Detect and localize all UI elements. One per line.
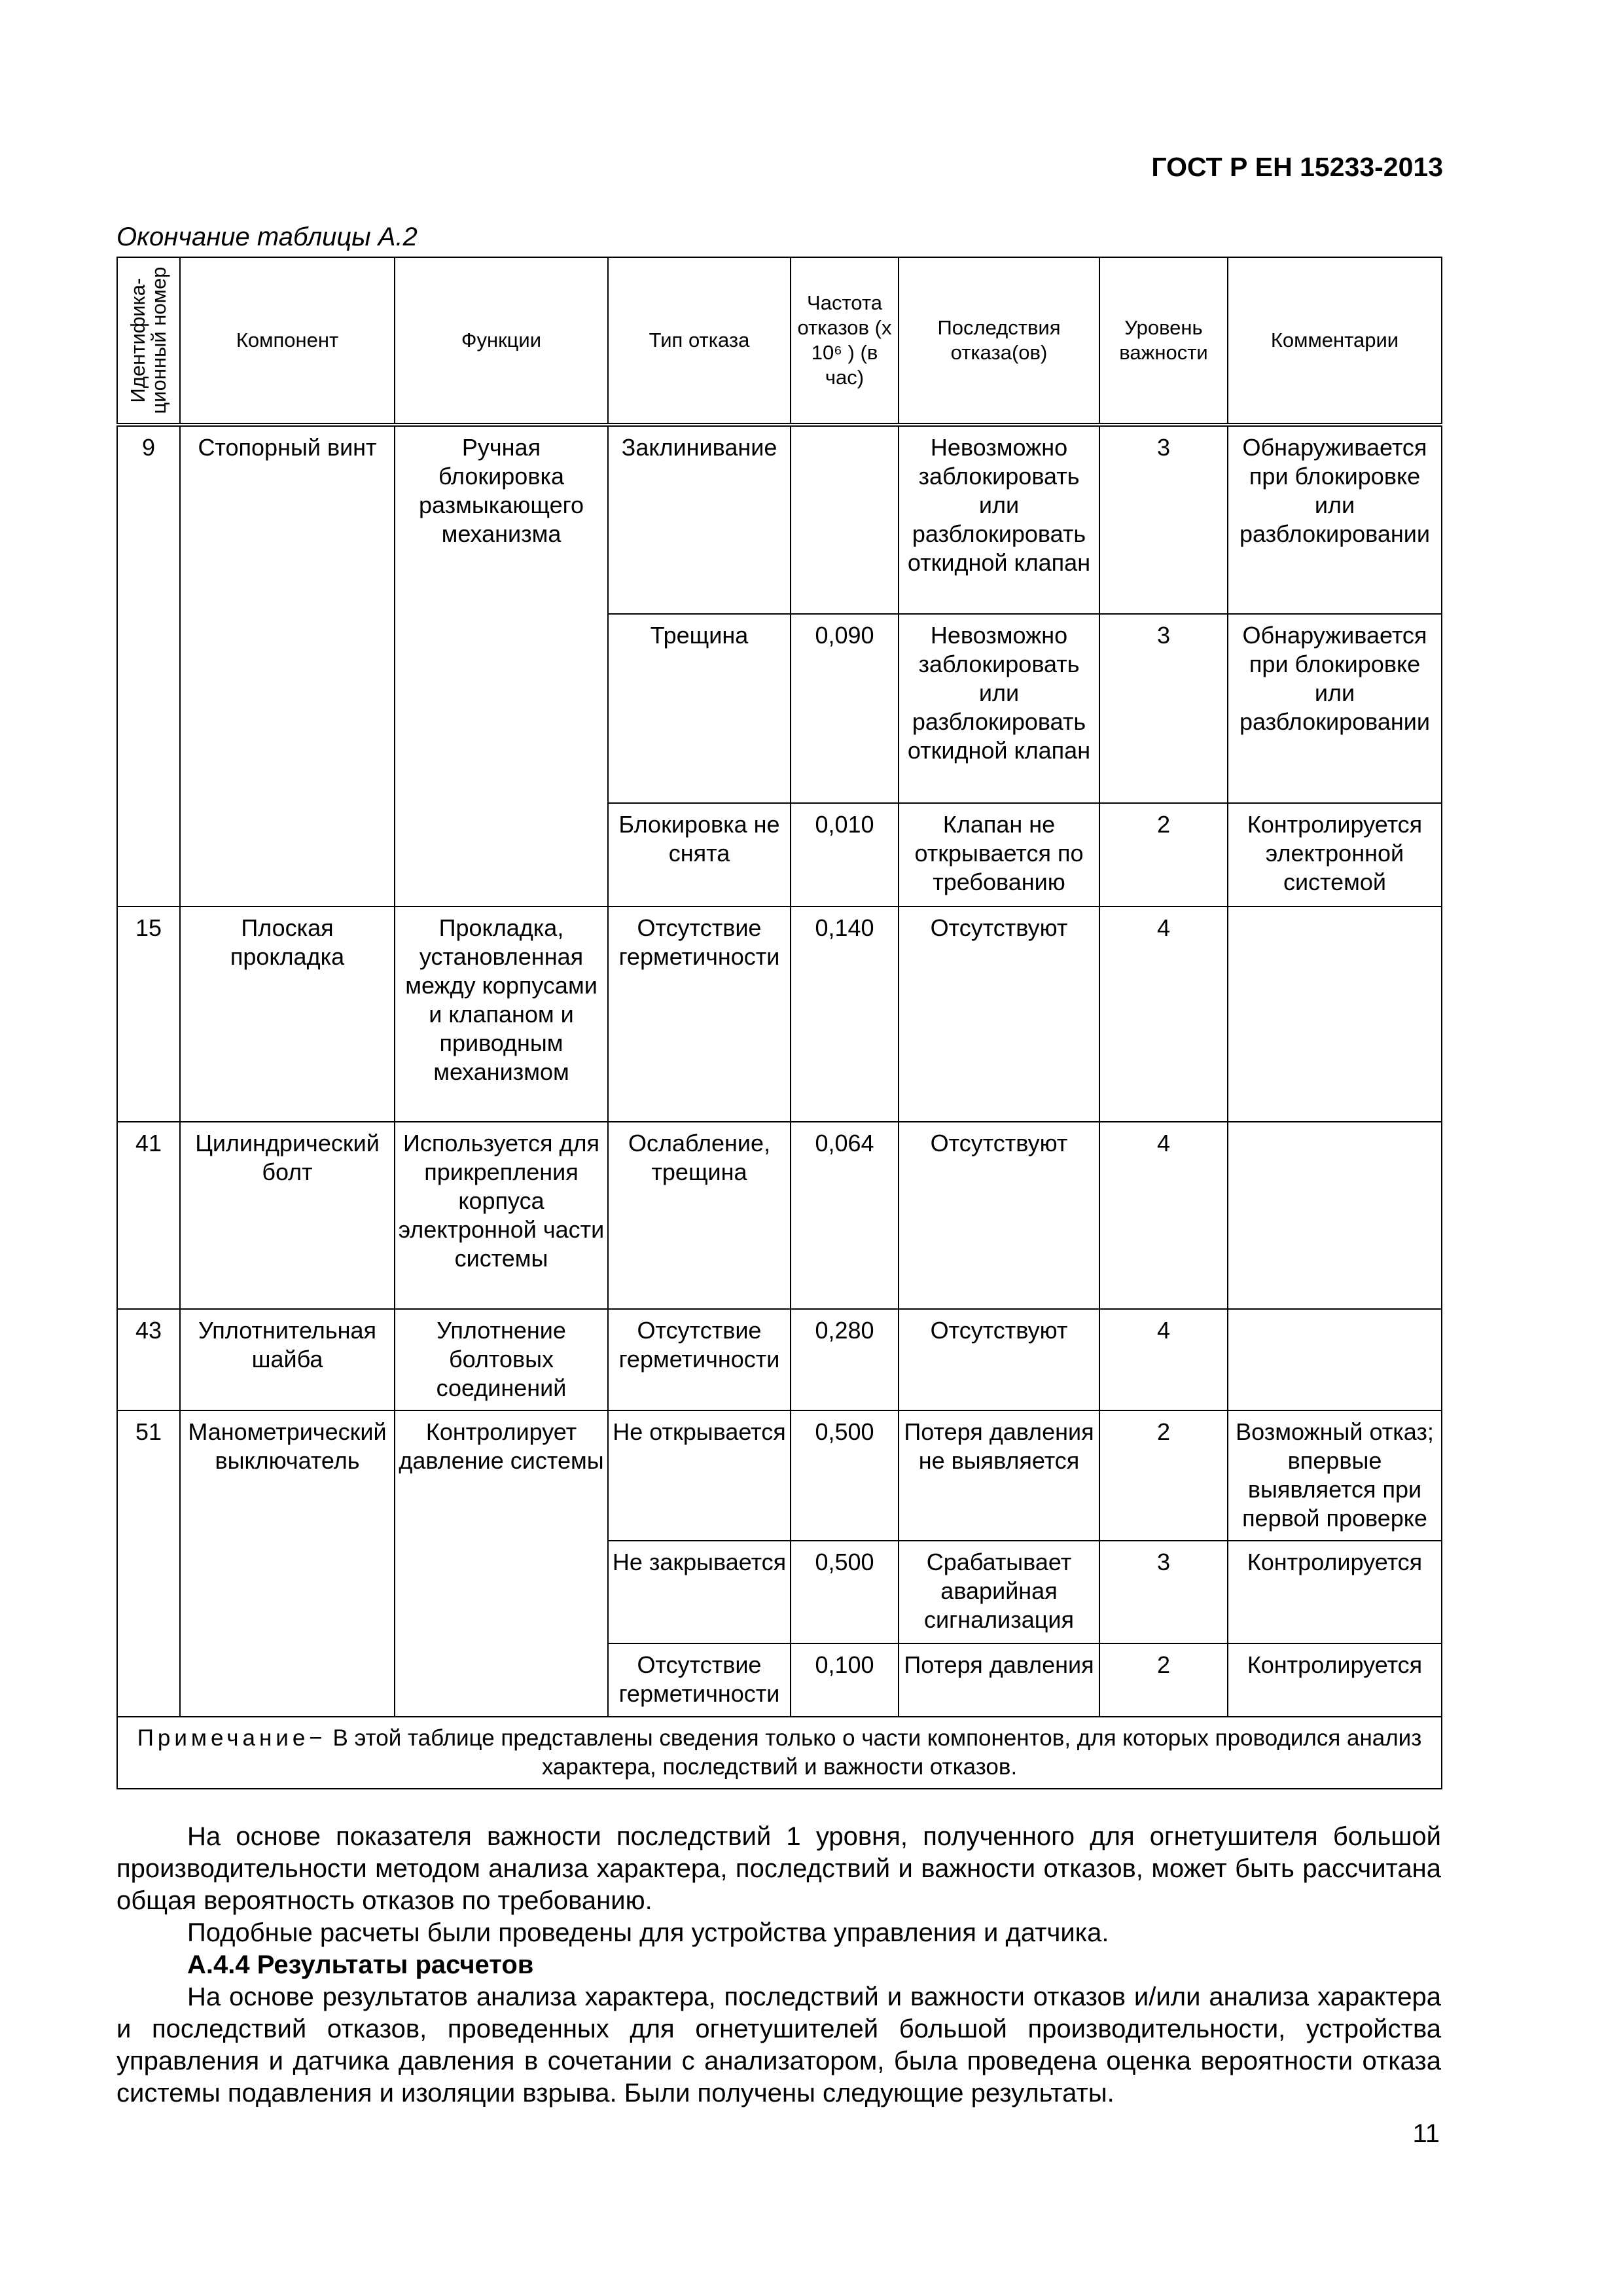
- cell-severity: 3: [1099, 1541, 1228, 1643]
- cell-comments: Возможный отказ; впервые выявляется при первой проверке: [1228, 1410, 1442, 1541]
- cell-frequency: 0,280: [791, 1309, 899, 1410]
- note-label: Примечание−: [137, 1725, 327, 1751]
- cell-consequence: Отсутствуют: [899, 1122, 1099, 1309]
- table-note: [117, 1717, 1442, 1789]
- cell-consequence: Невозможно заблокировать или разблокировать откидной клапан: [899, 614, 1099, 803]
- cell-failure-type: Ослабление, трещина: [608, 1122, 791, 1309]
- cell-id: 9: [117, 425, 180, 906]
- col-header-comments: Комментарии: [1228, 257, 1442, 425]
- cell-severity: 4: [1099, 1309, 1228, 1410]
- col-header-severity: Уровень важности: [1099, 257, 1228, 425]
- cell-consequence: Отсутствуют: [899, 906, 1099, 1122]
- cell-severity: 4: [1099, 1122, 1228, 1309]
- cell-frequency: [791, 425, 899, 614]
- cell-consequence: Потеря давления не выявляется: [899, 1410, 1099, 1541]
- section-heading: А.4.4 Результаты расчетов: [187, 1950, 534, 1979]
- cell-id: 51: [117, 1410, 180, 1717]
- cell-component: Цилиндрический болт: [180, 1122, 395, 1309]
- cell-component: Плоская прокладка: [180, 906, 395, 1122]
- cell-severity: 3: [1099, 614, 1228, 803]
- cell-comments: Контролируется: [1228, 1541, 1442, 1643]
- cell-frequency: 0,064: [791, 1122, 899, 1309]
- cell-failure-type: Трещина: [608, 614, 791, 803]
- cell-frequency: 0,090: [791, 614, 899, 803]
- cell-frequency: 0,500: [791, 1541, 899, 1643]
- table-row: [117, 1309, 1442, 1410]
- cell-failure-type: Не открывается: [608, 1410, 791, 1541]
- table-note-row: [117, 1717, 1442, 1789]
- cell-function: Прокладка, установленная между корпусами и клапаном и приводным механизмом: [395, 906, 608, 1122]
- cell-consequence: Клапан не открывается по требованию: [899, 803, 1099, 906]
- col-header-id: Идентифика-ционный номер: [117, 257, 180, 425]
- table-row: [117, 906, 1442, 1122]
- table-header-row: [117, 257, 1442, 425]
- cell-frequency: 0,500: [791, 1410, 899, 1541]
- table-row: [117, 425, 1442, 614]
- paragraph-1: На основе показателя важности последствий 1 уровня, полученного для огнетушителя большой производительности методом анализа характера, последствий и важности отказов, может быть рассчитана общая вероятность отказов по требованию.: [116, 1822, 1441, 1915]
- table-row: [117, 1410, 1442, 1541]
- cell-function: Уплотнение болтовых соединений: [395, 1309, 608, 1410]
- cell-component: Уплотнительная шайба: [180, 1309, 395, 1410]
- cell-comments: Обнаруживается при блокировке или разблокировании: [1228, 614, 1442, 803]
- cell-component: Манометрический выключатель: [180, 1410, 395, 1717]
- cell-failure-type: Отсутствие герметичности: [608, 1643, 791, 1717]
- cell-failure-type: Не закрывается: [608, 1541, 791, 1643]
- cell-function: Ручная блокировка размыкающего механизма: [395, 425, 608, 906]
- cell-id: 41: [117, 1122, 180, 1309]
- cell-frequency: 0,010: [791, 803, 899, 906]
- cell-component: Стопорный винт: [180, 425, 395, 906]
- cell-consequence: Невозможно заблокировать или разблокировать откидной клапан: [899, 425, 1099, 614]
- cell-failure-type: Отсутствие герметичности: [608, 1309, 791, 1410]
- cell-comments: [1228, 1309, 1442, 1410]
- cell-id: 15: [117, 906, 180, 1122]
- cell-severity: 4: [1099, 906, 1228, 1122]
- cell-frequency: 0,140: [791, 906, 899, 1122]
- cell-failure-type: Заклинивание: [608, 425, 791, 614]
- cell-severity: 2: [1099, 803, 1228, 906]
- page-number: 11: [1412, 2119, 1440, 2148]
- cell-id: 43: [117, 1309, 180, 1410]
- failure-analysis-table: [116, 257, 1442, 1789]
- col-header-frequency: Частота отказов (х 10⁶ ) (в час): [791, 257, 899, 425]
- cell-severity: 3: [1099, 425, 1228, 614]
- cell-comments: Контролируется электронной системой: [1228, 803, 1442, 906]
- cell-consequence: Потеря давления: [899, 1643, 1099, 1717]
- note-text: В этой таблице представлены сведения только о части компонентов, для которых проводился анализ характера, последствий и важности отказов.: [326, 1725, 1422, 1780]
- body-text: [116, 1821, 1441, 2109]
- table-caption: Окончание таблицы А.2: [116, 223, 418, 251]
- cell-severity: 2: [1099, 1410, 1228, 1541]
- paragraph-3: На основе результатов анализа характера, последствий и важности отказов и/или анализа характера и последствий отказов, проведенных для огнетушителей большой производительности, устройства управления и датчика давления в сочетании с анализатором, была проведена оценка вероятности отказа системы подавления и изоляции взрыва. Были получены следующие результаты.: [116, 1982, 1441, 2108]
- col-header-failure-type: Тип отказа: [608, 257, 791, 425]
- cell-function: Контролирует давление системы: [395, 1410, 608, 1717]
- cell-consequence: Отсутствуют: [899, 1309, 1099, 1410]
- cell-comments: Обнаруживается при блокировке или разблокировании: [1228, 425, 1442, 614]
- cell-comments: [1228, 906, 1442, 1122]
- table-row: [117, 1122, 1442, 1309]
- cell-failure-type: Отсутствие герметичности: [608, 906, 791, 1122]
- col-header-component: Компонент: [180, 257, 395, 425]
- cell-consequence: Срабатывает аварийная сигнализация: [899, 1541, 1099, 1643]
- cell-frequency: 0,100: [791, 1643, 899, 1717]
- cell-comments: Контролируется: [1228, 1643, 1442, 1717]
- cell-severity: 2: [1099, 1643, 1228, 1717]
- document-code: ГОСТ Р ЕН 15233-2013: [1151, 152, 1443, 182]
- cell-comments: [1228, 1122, 1442, 1309]
- cell-failure-type: Блокировка не снята: [608, 803, 791, 906]
- paragraph-2: Подобные расчеты были проведены для устройства управления и датчика.: [187, 1918, 1109, 1947]
- col-header-function: Функции: [395, 257, 608, 425]
- col-header-consequence: Последствия отказа(ов): [899, 257, 1099, 425]
- cell-function: Используется для прикрепления корпуса электронной части системы: [395, 1122, 608, 1309]
